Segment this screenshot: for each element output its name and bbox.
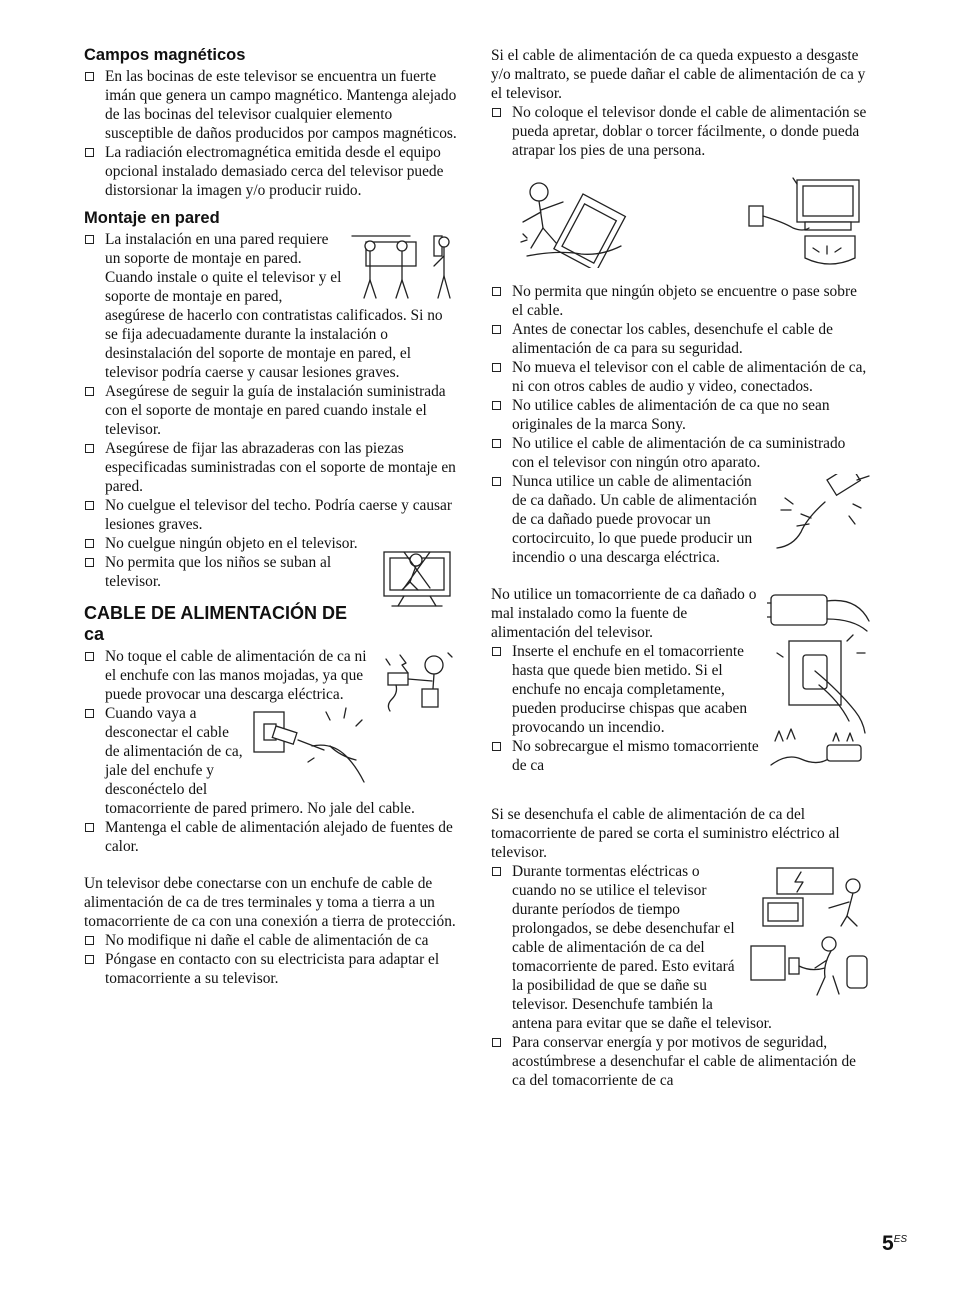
list-item: No modifique ni dañe el cable de alimentación de ca	[84, 931, 458, 950]
list-item	[84, 647, 458, 704]
right-column	[491, 46, 871, 1090]
list-item: No permita que ningún objeto se encuentre o pase sobre el cable.	[491, 282, 871, 320]
page-language-suffix: ES	[893, 1234, 908, 1245]
list-item	[491, 862, 871, 1033]
paragraph: Si el cable de alimentación de ca queda expuesto a desgaste y/o maltrato, se puede dañar el cable de alimentación de ca y el televisor.	[491, 47, 866, 102]
list-item-text: Nunca utilice un cable de alimentación de ca dañado. Un cable de alimentación de ca dañado puede provocar un cortocircuito, lo que puede producir un incendio o una descarga eléctrica.	[512, 473, 757, 566]
wall-mount-installers-illustration	[350, 232, 458, 300]
storm-unplug-illustration	[749, 864, 871, 1004]
paragraph: Un televisor debe conectarse con un enchufe de cable de alimentación de ca de tres terminales y toma a tierra a un tomacorriente de ca con una conexión a tierra de protección.	[84, 875, 456, 930]
page-number-value: 5	[882, 1232, 894, 1255]
section-montaje-en-pared	[84, 209, 458, 591]
page-number	[882, 1232, 907, 1256]
section-campos-magneticos	[84, 46, 458, 200]
paragraph: Si se desenchufa el cable de alimentación de ca del tomacorriente de pared se corta el suministro eléctrico al televisor.	[491, 806, 840, 861]
section-title-montaje: Montaje en pared	[84, 209, 220, 227]
cable-hazard-illustrations	[491, 170, 871, 268]
damaged-cable-illustration	[775, 474, 871, 552]
list-item-text: No cuelgue ningún objeto en el televisor.	[105, 535, 358, 552]
list-item	[84, 230, 458, 382]
list-item-text: Durante tormentas eléctricas o cuando no se utilice el televisor durante períodos de tiempo prolongados, se debe desenchufar el cable de alimentación de ca del tomacorriente de pared. Esto evitará la posibilidad de que se dañe su televisor. Desenchufe también la antena para evitar que se dañe el televisor.	[512, 863, 772, 1032]
list-item: Para conservar energía y por motivos de seguridad, acostúmbrese a desenchufar el cable de alimentación de ca del tomacorriente de ca	[491, 1033, 871, 1090]
list-item: No permita que los niños se suban al televisor.	[84, 553, 458, 591]
list-item-text: La instalación en una pared requiere un soporte de montaje en pared. Cuando instale o quite el televisor y el soporte de montaje en pared, asegúrese de hacerlo con contratistas calificados. Si no se fija adecuadamente durante la instalación o desinstalación del soporte de montaje en pared, el televisor podría caerse y causar lesiones graves.	[105, 231, 443, 381]
paragraph: No utilice un tomacorriente de ca dañado o mal instalado como la fuente de alimentación del televisor.	[491, 586, 757, 641]
list-item: No mueva el televisor con el cable de alimentación de ca, ni con otros cables de audio y video, conectados.	[491, 358, 871, 396]
list-item: No cuelgue el televisor del techo. Podría caerse y causar lesiones graves.	[84, 496, 458, 534]
bent-cable-under-tv-illustration	[747, 176, 865, 268]
section-cable-alimentacion	[84, 603, 458, 988]
list-item: No sobrecargue el mismo tomacorriente de ca	[491, 737, 871, 775]
list-item-text: Cuando vaya a desconectar el cable de alimentación de ca, jale del enchufe y desconéctelo del tomacorriente de pared primero. No jale del cable.	[105, 705, 415, 817]
list-item: En las bocinas de este televisor se encuentra un fuerte imán que genera un campo magnético. Mantenga alejado de las bocinas del televisor cualquier elemento susceptible de daños producidos por campos magnéticos.	[84, 67, 458, 143]
section-title-campos: Campos magnéticos	[84, 46, 246, 64]
left-column	[84, 46, 458, 997]
list-item	[491, 472, 871, 567]
list-item: La radiación electromagnética emitida desde el equipo opcional instalado demasiado cerca del televisor puede distorsionar la imagen y/o producir ruido.	[84, 143, 458, 200]
list-item: Inserte el enchufe en el tomacorriente hasta que quede bien metido. Si el enchufe no encaja completamente, pueden producirse chispas que acaben provocando un incendio.	[491, 642, 871, 737]
list-item-text: No toque el cable de alimentación de ca ni el enchufe con las manos mojadas, ya que puede provocar una descarga eléctrica.	[105, 648, 367, 703]
list-item	[84, 534, 458, 553]
list-item: Antes de conectar los cables, desenchufe el cable de alimentación de ca para su seguridad.	[491, 320, 871, 358]
list-item: Asegúrese de fijar las abrazaderas con las piezas especificadas suministradas con el soporte de montaje en pared.	[84, 439, 458, 496]
list-item: Asegúrese de seguir la guía de instalación suministrada con el soporte de montaje en pared cuando instale el televisor.	[84, 382, 458, 439]
unplug-by-plug-illustration	[252, 706, 370, 786]
tripping-over-cable-illustration	[517, 176, 641, 268]
list-item: No utilice el cable de alimentación de ca suministrado con el televisor con ningún otro aparato.	[491, 434, 871, 472]
list-item	[84, 704, 458, 818]
list-item: Póngase en contacto con su electricista para adaptar el tomacorriente a su televisor.	[84, 950, 458, 988]
list-item: Mantenga el cable de alimentación alejado de fuentes de calor.	[84, 818, 458, 856]
list-item: No coloque el televisor donde el cable de alimentación se pueda apretar, doblar o torcer fácilmente, o donde pueda atrapar los pies de una persona.	[491, 103, 871, 160]
list-item: No utilice cables de alimentación de ca que no sean originales de la marca Sony.	[491, 396, 871, 434]
section-title-cable: CABLE DE ALIMENTACIÓN DE ca	[84, 603, 347, 644]
